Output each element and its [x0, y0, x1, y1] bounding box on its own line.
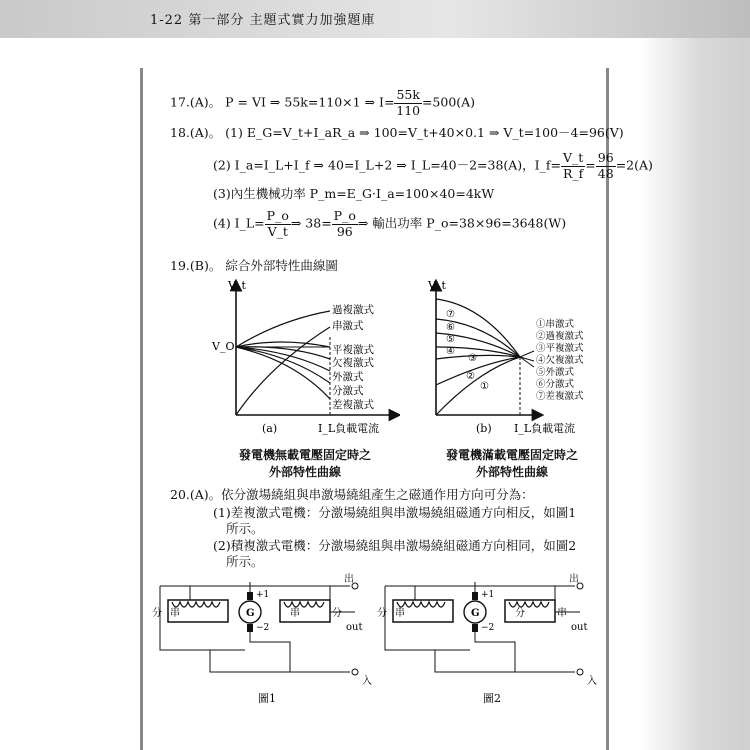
- figure-a-characteristic-curves: [200, 275, 400, 440]
- c1-in-label: 入: [362, 676, 372, 687]
- question-20-line-1: [170, 489, 534, 502]
- left-margin-rule: [140, 68, 143, 750]
- question-20-line-5: 所示。: [226, 554, 264, 569]
- fig-a-vo-label: V_O: [212, 340, 235, 353]
- q18-frac-po-96: [332, 210, 358, 238]
- q20-number: 20.(A)。: [170, 487, 222, 502]
- q18-number: 18.(A)。: [170, 125, 222, 140]
- c2-shunt-label-2: 分: [515, 608, 525, 619]
- c1-shunt-label: 分: [152, 608, 162, 619]
- c2-shunt-label: 分: [377, 608, 387, 619]
- c2-series-winding: [509, 602, 549, 607]
- fig-b-caption: [432, 446, 592, 480]
- c2-brush-bottom: [472, 624, 478, 632]
- fig-a-caption-line-2: 外部特性曲線: [268, 465, 341, 479]
- c1-series-label-2: 串: [290, 608, 300, 619]
- question-18-line-4: [213, 210, 566, 238]
- fig-b-marker-6: ⑥: [446, 322, 455, 333]
- frac-den: V_t: [267, 223, 288, 239]
- fig-b-marker-2: ②: [466, 371, 475, 382]
- q18-eq1: (1) E_G=V_t+I_aR_a ⇒ 100=V_t+40×0.1 ⇒ V_t=100－4=96(V): [225, 125, 624, 140]
- fig-a-xaxis-label: I_L負載電流: [318, 422, 380, 435]
- fig-a-label-5: 分激式: [332, 385, 364, 397]
- fig-a-label-6: 差複激式: [332, 399, 374, 411]
- fig-b-panel-label: (b): [476, 422, 492, 435]
- q17-fraction: [394, 89, 421, 117]
- fig-b-legend-1: ②過複激式: [536, 331, 584, 342]
- q17-denominator: 110: [396, 102, 421, 118]
- frac-den: 48: [597, 165, 614, 181]
- question-20-line-4: (2)積複激式電機：分激場繞組與串激場繞組磁通方向相同，如圖2: [213, 538, 577, 553]
- c2-out-label: out: [571, 622, 588, 633]
- q18-eq4-mid: ⇒ 38=: [290, 215, 332, 231]
- fig-a-label-4: 外激式: [332, 371, 364, 383]
- c1-series-winding: [284, 602, 324, 607]
- c2-in-label: 入: [587, 676, 597, 687]
- fig-a-label-3: 欠複激式: [332, 357, 374, 369]
- fig-b-convergence-tails: [520, 351, 534, 367]
- c2-shunt-winding: [397, 602, 445, 607]
- c1-out-label: out: [346, 622, 363, 633]
- figure-b-characteristic-curves: [418, 275, 603, 440]
- q17-number: 17.(A)。: [170, 94, 222, 110]
- q17-result: =500(A): [421, 94, 476, 110]
- fig-a-label-2: 平複激式: [332, 344, 374, 356]
- fig-b-curve-2: [436, 357, 520, 385]
- fig-b-xaxis-label: I_L負載電流: [514, 422, 576, 435]
- c2-series-label-2: 串: [557, 608, 567, 619]
- q19-number: 19.(B)。: [170, 258, 222, 273]
- fig-b-marker-4: ④: [446, 346, 455, 357]
- question-18-line-2: [213, 152, 653, 180]
- c2-in-terminal: [577, 669, 583, 675]
- q20-text: 依分激場繞組與串激場繞組產生之磁通作用方向可分為：: [221, 487, 534, 502]
- frac-num: 96: [597, 150, 614, 165]
- c1-series-field-frame: [280, 600, 330, 622]
- c2-figure-label: 圖2: [483, 692, 501, 705]
- q19-text: 綜合外部特性曲線圖: [225, 258, 338, 273]
- c1-brush-bottom: [247, 624, 253, 632]
- c2-gen-label: G: [471, 608, 480, 619]
- c2-brush-top: [472, 592, 478, 600]
- page-header: 1-22 第一部分 主題式實力加強題庫: [150, 13, 376, 28]
- fig-b-marker-7: ⑦: [446, 309, 455, 320]
- question-18-line-3: (3)內生機械功率 P_m=E_G·I_a=100×40=4kW: [213, 186, 495, 201]
- c1-minus-label: −2: [256, 623, 270, 633]
- equals: =: [585, 157, 596, 173]
- c1-shunt-label-2: 分: [332, 608, 342, 619]
- q18-frac-96-48: [596, 152, 616, 180]
- fig-b-marker-1: ①: [480, 381, 489, 392]
- c2-minus-label: −2: [481, 623, 495, 633]
- q18-eq2: (2) I_a=I_L+I_f ⇒ 40=I_L+2 ⇒ I_L=40－2=38(A)，I_f=: [213, 157, 561, 173]
- fig-b-marker-3: ③: [468, 353, 477, 364]
- c2-plus-label: +1: [481, 590, 495, 600]
- c2-out-top-label: 出: [569, 574, 579, 585]
- fig-a-label-1: 串激式: [332, 320, 364, 332]
- fig-b-legend-5: ⑥分激式: [536, 379, 575, 390]
- fig-b-caption-line-1: 發電機滿載電壓固定時之: [445, 448, 578, 462]
- fig-a-caption: [225, 446, 385, 480]
- frac-num: V_t: [562, 150, 584, 165]
- c1-in-terminal: [352, 669, 358, 675]
- q17-expression: P = VI ⇒ 55k=110×1 ⇒ I=: [225, 94, 395, 110]
- circuit-figure-2: [375, 572, 610, 707]
- fig-b-caption-line-2: 外部特性曲線: [475, 465, 548, 479]
- c1-figure-label: 圖1: [258, 692, 276, 705]
- fig-b-curve-1: [436, 357, 520, 415]
- c1-series-label: 串: [170, 608, 180, 619]
- fig-a-curve-series: [236, 327, 330, 415]
- c2-series-field-frame: [505, 600, 555, 622]
- question-17: [170, 89, 475, 117]
- q18-eq2-result: =2(A): [615, 157, 653, 173]
- fig-b-legend-0: ①串激式: [536, 319, 575, 330]
- c1-gen-label: G: [246, 608, 255, 619]
- q17-numerator: 55k: [396, 87, 420, 102]
- fig-a-yaxis-label: V_t: [228, 279, 246, 292]
- c1-out-top-label: 出: [344, 574, 354, 585]
- question-18-line-1: [170, 127, 624, 140]
- fig-a-caption-line-1: 發電機無載電壓固定時之: [238, 448, 371, 462]
- frac-den: 96: [336, 223, 353, 239]
- fig-b-legend-4: ⑤外激式: [536, 367, 575, 378]
- fig-a-label-0: 過複激式: [332, 304, 374, 316]
- c1-shunt-winding: [172, 602, 220, 607]
- question-20-line-3: 所示。: [226, 521, 264, 536]
- question-20-line-2: (1)差複激式電機：分激場繞組與串激場繞組磁通方向相反，如圖1: [213, 505, 577, 520]
- q18-eq4a: (4) I_L=: [213, 215, 265, 231]
- frac-num: P_o: [266, 208, 289, 223]
- fig-b-marker-5: ⑤: [446, 334, 455, 345]
- fig-b-legend-6: ⑦差複激式: [536, 391, 584, 402]
- frac-num: P_o: [333, 208, 356, 223]
- c1-brush-top: [247, 592, 253, 600]
- q18-frac-po-vt: [265, 210, 291, 238]
- q18-eq4-result: ⇒ 輸出功率 P_o=38×96=3648(W): [357, 215, 567, 231]
- question-19: [170, 260, 338, 273]
- fig-b-yaxis-label: V_t: [428, 279, 446, 292]
- fig-a-panel-label: (a): [262, 422, 278, 435]
- c1-plus-label: +1: [256, 590, 270, 600]
- frac-den: R_f: [562, 165, 584, 181]
- fig-b-legend-2: ③平複激式: [536, 343, 584, 354]
- fig-b-legend-3: ④欠複激式: [536, 355, 584, 366]
- c2-series-label: 串: [395, 608, 405, 619]
- q18-frac-vt-rf: [561, 152, 585, 180]
- circuit-figure-1: [150, 572, 385, 707]
